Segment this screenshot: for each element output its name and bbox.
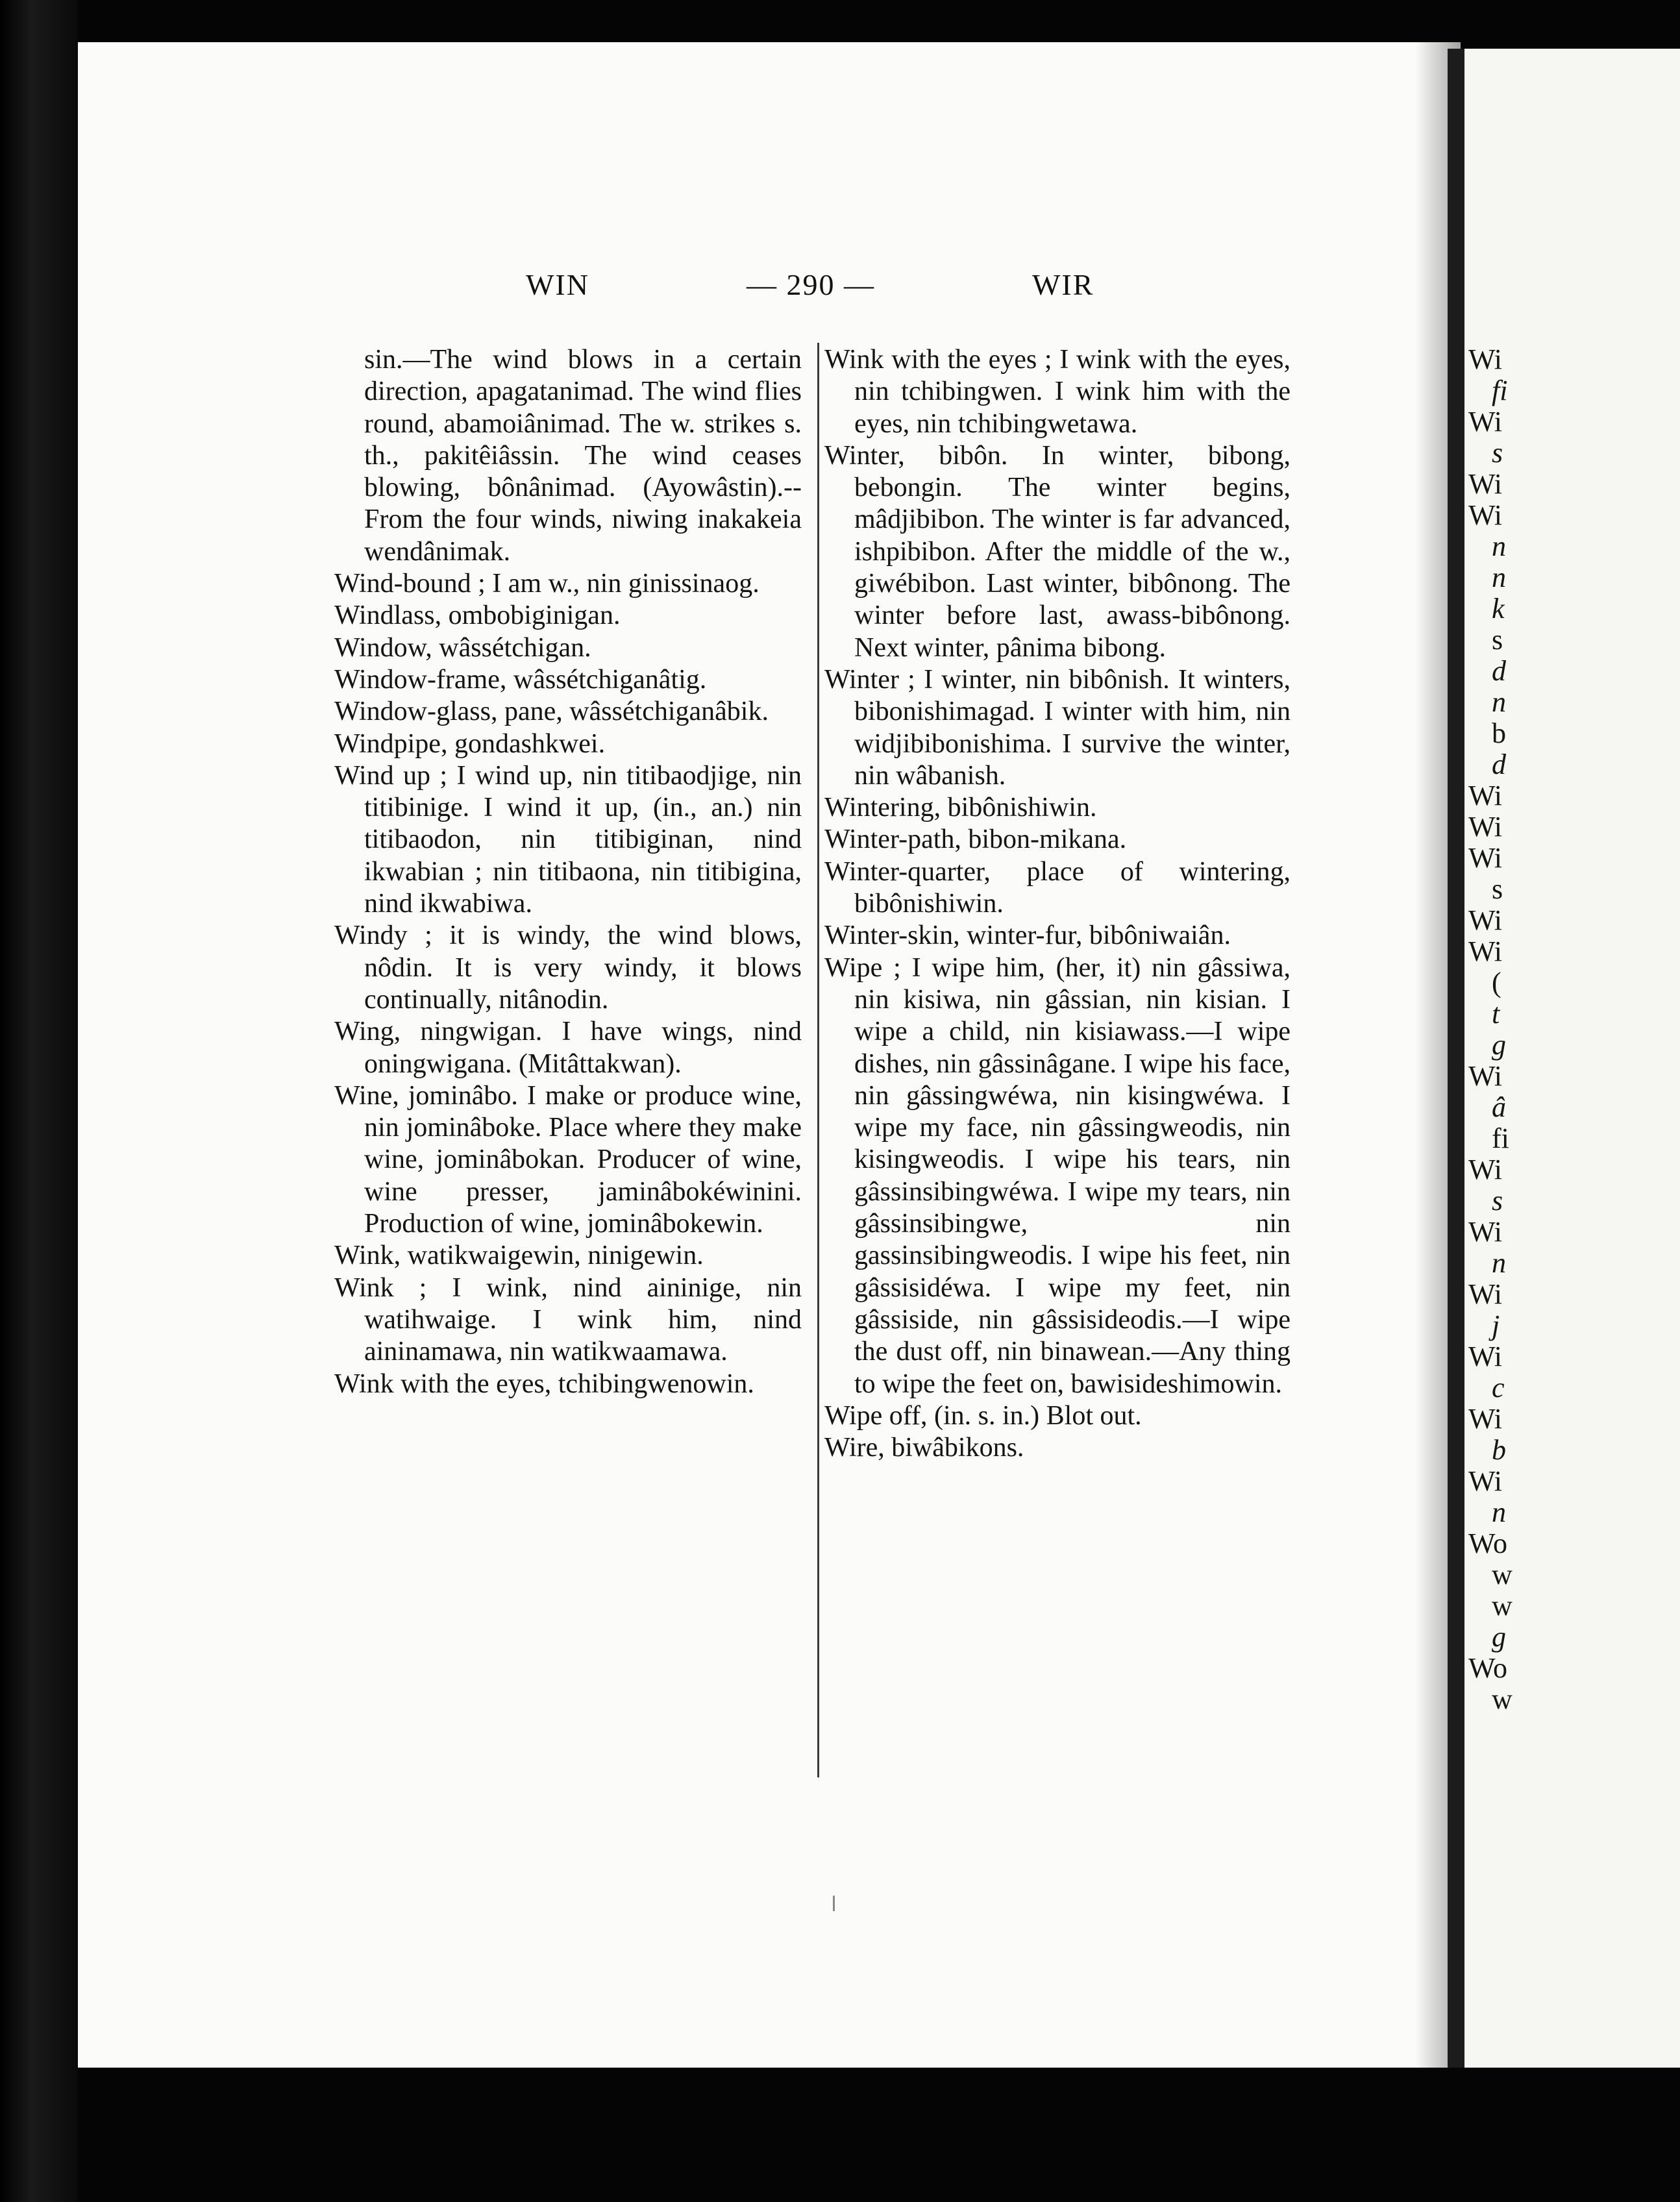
- facing-page-text: Wi: [1468, 1060, 1502, 1092]
- dictionary-entry: Wipe off, (in. s. in.) Blot out.: [824, 1400, 1142, 1431]
- dictionary-entry: Wipe ; I wipe him, (her, it) nin gâssiwa, nin kisiwa, nin gâssian, nin kisian. I wipe a child, nin kisiawass.—I wipe dishes, nin gâssinâgane. I wipe his face, nin gâssingwéwa, nin kisingwéwa. I wipe my face, nin gâssingweodis, nin kisingweodis. I wipe his tears, nin gâssinsibingwéwa. I wipe my tears, nin gâssinsibingwe, nin gassinsibingweodis. I wipe his feet, nin gâssisidéwa. I wipe my feet, nin gâssiside, nin gâssisideodis.—I wipe the dust off, nin binawean.—Any thing to wipe the feet on, bawisideshimowin.: [824, 952, 1291, 1399]
- facing-page-text: n: [1492, 1496, 1506, 1528]
- book-binding: [0, 0, 78, 2202]
- facing-page-text: b: [1492, 717, 1506, 749]
- facing-page-text: n: [1492, 562, 1506, 593]
- dictionary-entry: Winter, bibôn. In winter, bibong, bebongin. The winter begins, mâdjibibon. The winter is far advanced, ishpibibon. After the middle of the w., giwébibon. Last winter, bibônong. The winter before last, awass-bibônong. Next winter, pânima bibong.: [824, 440, 1291, 663]
- page-number: — 290 —: [747, 268, 875, 301]
- dictionary-entry: Window-glass, pane, wâssétchiganâbik.: [334, 697, 769, 727]
- facing-page-text: Wi: [1468, 904, 1502, 936]
- facing-page-text: b: [1492, 1434, 1506, 1466]
- facing-page-text: Wo: [1468, 1528, 1508, 1559]
- facing-page-text: Wi: [1468, 811, 1502, 843]
- facing-page-fragment: [1464, 49, 1680, 2068]
- facing-page-text: s: [1492, 437, 1503, 469]
- facing-page-text: Wi: [1468, 1341, 1502, 1372]
- dictionary-entry: sin.—The wind blows in a certain direction, apagatanimad. The wind flies round, abamoiânimad. The w. strikes s. th., pakitêiâssin. The wind ceases blowing, bônânimad. (Ayowâstin).--From the four winds, niwing inakakeia wendânimak.: [364, 345, 802, 567]
- facing-page-text: Wi: [1468, 468, 1502, 500]
- dictionary-entry: Window, wâssétchigan.: [334, 632, 591, 663]
- dictionary-entry: Windpipe, gondashkwei.: [334, 728, 606, 759]
- facing-page-text: g: [1492, 1621, 1506, 1653]
- facing-page-text: Wi: [1468, 780, 1502, 811]
- facing-page-text: fi: [1492, 1122, 1509, 1154]
- facing-page-text: Wi: [1468, 343, 1502, 375]
- facing-page-text: Wi: [1468, 1278, 1502, 1310]
- facing-page-text: (: [1492, 967, 1501, 998]
- facing-page-text: fi: [1492, 375, 1508, 406]
- facing-page-text: g: [1492, 1029, 1506, 1061]
- dictionary-entry: Wintering, bibônishiwin.: [824, 793, 1097, 823]
- dictionary-entry: Window-frame, wâssétchiganâtig.: [334, 664, 707, 695]
- dictionary-entry: Winter-quarter, place of wintering, bibônishiwin.: [824, 856, 1291, 919]
- column-rule: [817, 343, 819, 1777]
- left-column: [334, 344, 802, 1400]
- facing-page-text: k: [1492, 593, 1505, 625]
- dictionary-entry: Wink ; I wink, nind aininige, nin watihwaige. I wink him, nind aininamawa, nin watikwaamawa.: [334, 1272, 802, 1367]
- page-gutter: [1448, 49, 1464, 2068]
- facing-page-text: Wi: [1468, 406, 1502, 438]
- facing-page-text: Wi: [1468, 1403, 1502, 1435]
- facing-page-text: â: [1492, 1091, 1506, 1123]
- facing-page-text: d: [1492, 748, 1506, 780]
- facing-page-text: Wi: [1468, 842, 1502, 874]
- dictionary-entry: Wink, watikwaigewin, ninigewin.: [334, 1241, 704, 1271]
- stray-mark: [833, 1896, 835, 1911]
- facing-page-text: Wi: [1468, 935, 1502, 967]
- dictionary-entry: Winter ; I winter, nin bibônish. It winters, bibonishimagad. I winter with him, nin widjibibonishima. I survive the winter, nin wâbanish.: [824, 664, 1291, 791]
- facing-page-text: n: [1492, 1247, 1506, 1279]
- running-head-left: WIN: [526, 268, 589, 301]
- dictionary-entry: Wine, jominâbo. I make or produce wine, nin jominâboke. Place where they make wine, jominâbokan. Producer of wine, wine presser, jaminâbokéwinini. Production of wine, jominâbokewin.: [334, 1080, 802, 1239]
- facing-page-text: d: [1492, 655, 1506, 687]
- facing-page-text: Wo: [1468, 1652, 1508, 1684]
- right-column: [824, 344, 1291, 1464]
- facing-page-text: c: [1492, 1372, 1505, 1404]
- facing-page-text: w: [1492, 1590, 1513, 1622]
- dictionary-entry: Windlass, ombobiginigan.: [334, 600, 621, 631]
- dictionary-entry: Wind up ; I wind up, nin titibaodjige, nin titibinige. I wind it up, (in., an.) nin titibaodon, nin titibiginan, nind ikwabian ; nin titibaona, nin titibigina, nind ikwabiwa.: [334, 760, 802, 919]
- facing-page-text: n: [1492, 686, 1506, 718]
- running-head-right: WIR: [1032, 268, 1094, 301]
- facing-page-text: Wi: [1468, 1465, 1502, 1497]
- dictionary-entry: Wing, ningwigan. I have wings, nind oningwigana. (Mitâttakwan).: [334, 1017, 802, 1079]
- facing-page-text: Wi: [1468, 499, 1502, 531]
- dictionary-entry: Wind-bound ; I am w., nin ginissinaog.: [334, 569, 760, 599]
- facing-page-text: j: [1492, 1309, 1500, 1341]
- dictionary-entry: Wire, biwâbikons.: [824, 1433, 1024, 1463]
- facing-page-text: s: [1492, 873, 1503, 905]
- dictionary-entry: Wink with the eyes ; I wink with the eyes, nin tchibingwen. I wink him with the eyes, nin tchibingwetawa.: [824, 345, 1291, 439]
- facing-page-text: w: [1492, 1559, 1513, 1590]
- facing-page-text: s: [1492, 624, 1503, 656]
- dictionary-entry: Windy ; it is windy, the wind blows, nôdin. It is very windy, it blows continually, nitânodin.: [334, 921, 802, 1015]
- facing-page-text: t: [1492, 998, 1500, 1030]
- facing-page-text: w: [1492, 1683, 1513, 1715]
- facing-page-text: s: [1492, 1185, 1503, 1217]
- facing-page-text: Wi: [1468, 1154, 1502, 1185]
- facing-page-text: n: [1492, 530, 1506, 562]
- dictionary-entry: Wink with the eyes, tchibingwenowin.: [334, 1368, 754, 1399]
- dictionary-entry: Winter-skin, winter-fur, bibôniwaiân.: [824, 921, 1231, 951]
- dictionary-entry: Winter-path, bibon-mikana.: [824, 824, 1127, 855]
- facing-page-text: Wi: [1468, 1216, 1502, 1248]
